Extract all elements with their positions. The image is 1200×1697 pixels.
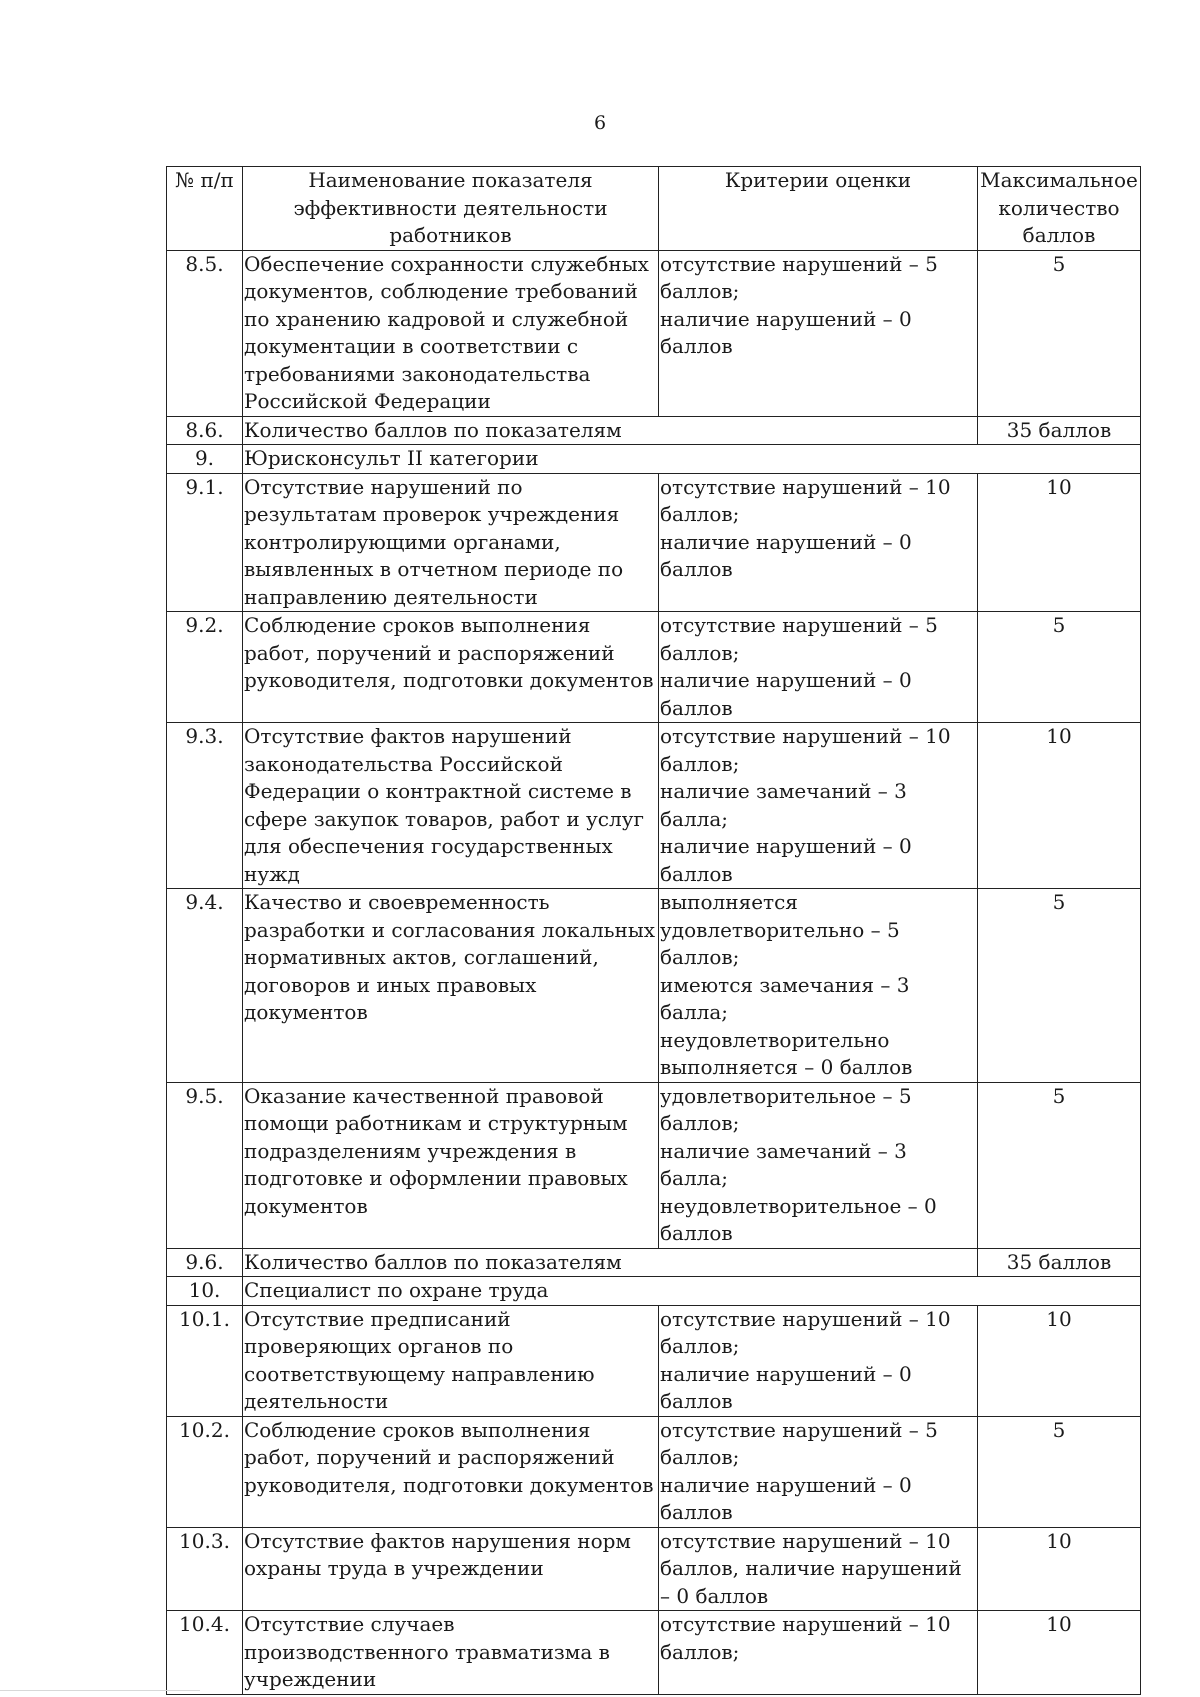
evaluation-criteria: отсутствие нарушений – 10 баллов, наличие нарушений – 0 баллов [659, 1527, 978, 1611]
header-num: № п/п [167, 167, 243, 251]
indicator-name: Соблюдение сроков выполнения работ, поручений и распоряжений руководителя, подготовки документов [243, 612, 659, 723]
row-number: 8.5. [167, 250, 243, 416]
row-number: 9.4. [167, 889, 243, 1083]
row-number: 10.4. [167, 1611, 243, 1695]
evaluation-criteria: отсутствие нарушений – 5 баллов; наличие нарушений – 0 баллов [659, 1416, 978, 1527]
max-points: 10 [978, 723, 1141, 889]
header-name: Наименование показателя эффективности деятельности работников [243, 167, 659, 251]
row-number: 10.2. [167, 1416, 243, 1527]
table-row [167, 889, 1141, 1083]
header-criteria: Критерии оценки [659, 167, 978, 251]
criteria-table [166, 166, 1141, 1695]
max-points: 5 [978, 1416, 1141, 1527]
evaluation-criteria: отсутствие нарушений – 10 баллов; наличие нарушений – 0 баллов [659, 1305, 978, 1416]
max-points: 5 [978, 612, 1141, 723]
section-row [167, 445, 1141, 474]
table-row [167, 1611, 1141, 1695]
row-number: 9.6. [167, 1248, 243, 1277]
indicator-name: Отсутствие случаев производственного травматизма в учреждении [243, 1611, 659, 1695]
row-number: 8.6. [167, 416, 243, 445]
max-points: 10 [978, 1527, 1141, 1611]
table-row [167, 1416, 1141, 1527]
evaluation-criteria: отсутствие нарушений – 10 баллов; наличие нарушений – 0 баллов [659, 473, 978, 612]
evaluation-criteria: выполняется удовлетворительно – 5 баллов; имеются замечания – 3 балла; неудовлетворительно выполняется – 0 баллов [659, 889, 978, 1083]
row-number: 9.1. [167, 473, 243, 612]
table-header-row [167, 167, 1141, 251]
table-row [167, 612, 1141, 723]
evaluation-criteria: удовлетворительное – 5 баллов; наличие замечаний – 3 балла; неудовлетворительное – 0 баллов [659, 1082, 978, 1248]
max-points: 5 [978, 250, 1141, 416]
total-points: 35 баллов [978, 416, 1141, 445]
row-number: 9.3. [167, 723, 243, 889]
table-row [167, 1082, 1141, 1248]
total-row [167, 1248, 1141, 1277]
evaluation-criteria: отсутствие нарушений – 10 баллов; наличие замечаний – 3 балла; наличие нарушений – 0 баллов [659, 723, 978, 889]
table-body [167, 250, 1141, 1694]
row-number: 9.2. [167, 612, 243, 723]
max-points: 10 [978, 1611, 1141, 1695]
header-max: Максимальное количество баллов [978, 167, 1141, 251]
row-number: 10. [167, 1277, 243, 1306]
evaluation-criteria: отсутствие нарушений – 5 баллов; наличие нарушений – 0 баллов [659, 250, 978, 416]
indicator-name: Отсутствие фактов нарушений законодательства Российской Федерации о контрактной системе в сфере закупок товаров, работ и услуг для обеспечения государственных нужд [243, 723, 659, 889]
total-row [167, 416, 1141, 445]
row-number: 10.3. [167, 1527, 243, 1611]
section-row [167, 1277, 1141, 1306]
max-points: 5 [978, 889, 1141, 1083]
max-points: 10 [978, 473, 1141, 612]
row-number: 9.5. [167, 1082, 243, 1248]
indicator-name: Отсутствие фактов нарушения норм охраны труда в учреждении [243, 1527, 659, 1611]
table-row [167, 723, 1141, 889]
evaluation-criteria: отсутствие нарушений – 5 баллов; наличие нарушений – 0 баллов [659, 612, 978, 723]
row-number: 10.1. [167, 1305, 243, 1416]
indicator-name: Соблюдение сроков выполнения работ, поручений и распоряжений руководителя, подготовки документов [243, 1416, 659, 1527]
total-points: 35 баллов [978, 1248, 1141, 1277]
table-row [167, 250, 1141, 416]
section-title: Юрисконсульт II категории [243, 445, 1141, 474]
row-number: 9. [167, 445, 243, 474]
section-title: Специалист по охране труда [243, 1277, 1141, 1306]
max-points: 5 [978, 1082, 1141, 1248]
table-row [167, 1527, 1141, 1611]
evaluation-criteria: отсутствие нарушений – 10 баллов; [659, 1611, 978, 1695]
table-row [167, 1305, 1141, 1416]
max-points: 10 [978, 1305, 1141, 1416]
page-number: 6 [593, 112, 607, 134]
indicator-name: Обеспечение сохранности служебных документов, соблюдение требований по хранению кадровой и служебной документации в соответствии с требованиями законодательства Российской Федерации [243, 250, 659, 416]
indicator-name: Отсутствие предписаний проверяющих органов по соответствующему направлению деятельности [243, 1305, 659, 1416]
total-label: Количество баллов по показателям [243, 416, 978, 445]
table-row [167, 473, 1141, 612]
total-label: Количество баллов по показателям [243, 1248, 978, 1277]
indicator-name: Оказание качественной правовой помощи работникам и структурным подразделениям учреждения в подготовке и оформлении правовых документов [243, 1082, 659, 1248]
indicator-name: Отсутствие нарушений по результатам проверок учреждения контролирующими органами, выявленных в отчетном периоде по направлению деятельности [243, 473, 659, 612]
indicator-name: Качество и своевременность разработки и согласования локальных нормативных актов, соглашений, договоров и иных правовых документов [243, 889, 659, 1083]
scan-edge-line [0, 1690, 200, 1691]
